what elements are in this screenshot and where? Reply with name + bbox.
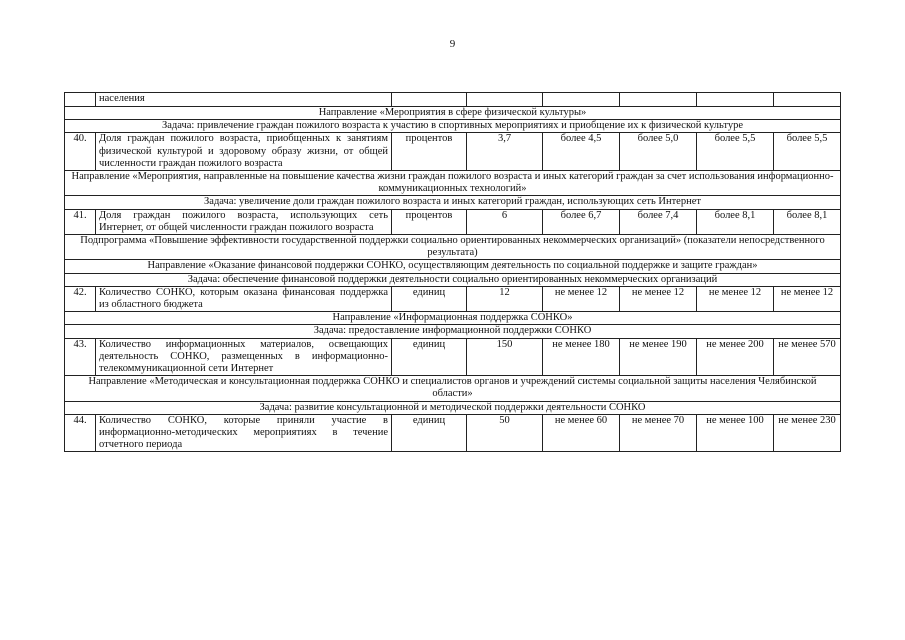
indicators-table <box>64 92 841 452</box>
base-value-cell: 50 <box>467 414 543 452</box>
row-number: 43. <box>65 338 96 376</box>
direction-row <box>65 260 841 273</box>
table-row <box>65 338 841 376</box>
task-heading: Задача: увеличение доли граждан пожилого возраста и иных категорий граждан, использующих сеть Интернет <box>65 196 841 209</box>
task-row <box>65 273 841 286</box>
table-row <box>65 93 841 107</box>
target-year-2-cell: не менее 190 <box>620 338 697 376</box>
target-year-4-cell: не менее 12 <box>774 286 841 311</box>
base-value-cell: 3,7 <box>467 133 543 171</box>
target-year-4-cell: более 5,5 <box>774 133 841 171</box>
target-year-3-cell: не менее 100 <box>697 414 774 452</box>
target-year-1-cell: не менее 60 <box>543 414 620 452</box>
table-row <box>65 209 841 234</box>
direction-heading: Направление «Оказание финансовой поддержки СОНКО, осуществляющим деятельность по социальной поддержке и защите граждан» <box>65 260 841 273</box>
base-value-cell: 6 <box>467 209 543 234</box>
task-heading: Задача: развитие консультационной и методической поддержки деятельности СОНКО <box>65 401 841 414</box>
target-year-2-cell: не менее 12 <box>620 286 697 311</box>
target-year-3-cell: более 5,5 <box>697 133 774 171</box>
row-number-cell <box>65 93 96 107</box>
task-heading: Задача: предоставление информационной поддержки СОНКО <box>65 325 841 338</box>
indicator-text: Доля граждан пожилого возраста, использующих сеть Интернет, от общей численности граждан пожилого возраста <box>96 209 392 234</box>
task-row <box>65 401 841 414</box>
direction-heading: Направление «Мероприятия, направленные на повышение качества жизни граждан пожилого возраста и иных категорий граждан за счет использования информационно-коммуникационных технологий» <box>65 171 841 196</box>
base-value-cell: 150 <box>467 338 543 376</box>
row-number: 42. <box>65 286 96 311</box>
indicator-text: Количество СОНКО, которые приняли участие в информационно-методических мероприятиях в течение отчетного периода <box>96 414 392 452</box>
task-heading: Задача: привлечение граждан пожилого возраста к участию в спортивных мероприятиях и приобщение их к физической культуре <box>65 120 841 133</box>
target-year-2-cell: более 5,0 <box>620 133 697 171</box>
task-row <box>65 120 841 133</box>
target-year-1-cell: не менее 12 <box>543 286 620 311</box>
unit-cell: процентов <box>392 209 467 234</box>
target-year-1-cell: более 6,7 <box>543 209 620 234</box>
row-number: 44. <box>65 414 96 452</box>
subprogram-row <box>65 235 841 260</box>
target-year-4-cell: более 8,1 <box>774 209 841 234</box>
task-heading: Задача: обеспечение финансовой поддержки деятельности социально ориентированных некоммерческих организаций <box>65 273 841 286</box>
subprogram-heading: Подпрограмма «Повышение эффективности государственной поддержки социально ориентированных некоммерческих организаций» (показатели непосредственного результата) <box>65 235 841 260</box>
target-year-2-cell: не менее 70 <box>620 414 697 452</box>
table-row <box>65 133 841 171</box>
target-year-3-cell: не менее 200 <box>697 338 774 376</box>
target-year-2-cell: более 7,4 <box>620 209 697 234</box>
direction-row <box>65 107 841 120</box>
target-year-3-cell: не менее 12 <box>697 286 774 311</box>
indicator-text: Доля граждан пожилого возраста, приобщенных к занятиям физической культурой и здоровому образу жизни, от общей численности граждан пожилого возраста <box>96 133 392 171</box>
direction-row <box>65 312 841 325</box>
direction-heading: Направление «Информационная поддержка СОНКО» <box>65 312 841 325</box>
page-number: 9 <box>449 38 456 50</box>
table-row <box>65 286 841 311</box>
indicator-cell: населения <box>96 93 392 107</box>
indicator-text: Количество СОНКО, которым оказана финансовая поддержка из областного бюджета <box>96 286 392 311</box>
direction-row <box>65 376 841 401</box>
unit-cell: процентов <box>392 133 467 171</box>
target-year-4-cell: не менее 570 <box>774 338 841 376</box>
row-number: 40. <box>65 133 96 171</box>
unit-cell: единиц <box>392 286 467 311</box>
unit-cell: единиц <box>392 414 467 452</box>
task-row <box>65 196 841 209</box>
target-year-4-cell: не менее 230 <box>774 414 841 452</box>
target-year-1-cell: не менее 180 <box>543 338 620 376</box>
direction-heading: Направление «Мероприятия в сфере физической культуры» <box>65 107 841 120</box>
direction-heading: Направление «Методическая и консультационная поддержка СОНКО и специалистов органов и учреждений системы социальной защиты населения Челябинской области» <box>65 376 841 401</box>
target-year-1-cell: более 4,5 <box>543 133 620 171</box>
task-row <box>65 325 841 338</box>
unit-cell: единиц <box>392 338 467 376</box>
target-year-3-cell: более 8,1 <box>697 209 774 234</box>
indicator-text: Количество информационных материалов, освещающих деятельность СОНКО, размещенных в информационно-телекоммуникационной сети Интернет <box>96 338 392 376</box>
row-number: 41. <box>65 209 96 234</box>
table-row <box>65 414 841 452</box>
direction-row <box>65 171 841 196</box>
base-value-cell: 12 <box>467 286 543 311</box>
